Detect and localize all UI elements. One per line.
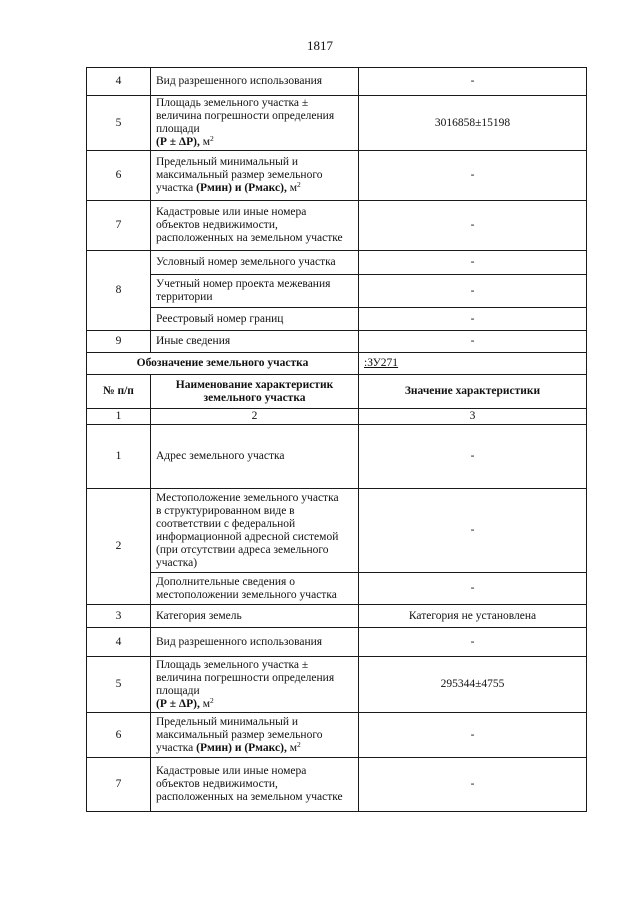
characteristic-name xyxy=(151,713,359,758)
name-line: Категория земель xyxy=(156,609,242,622)
table-row xyxy=(87,151,587,201)
characteristic-name xyxy=(151,275,359,308)
unit-exponent: 2 xyxy=(296,739,301,749)
formula: (Р ± ΔР), xyxy=(156,136,200,148)
characteristic-value: - xyxy=(359,425,587,489)
table-row xyxy=(87,657,587,713)
characteristic-value: Категория не установлена xyxy=(359,605,587,628)
characteristic-value: - xyxy=(359,758,587,812)
characteristic-value: 3016858±15198 xyxy=(359,96,587,151)
name-line: в структурированном виде в xyxy=(156,504,295,517)
designation-row xyxy=(87,353,587,375)
characteristic-value: - xyxy=(359,68,587,96)
name-line: Местоположение земельного участка xyxy=(156,491,339,504)
unit-exponent: 2 xyxy=(210,695,214,705)
column-number: 3 xyxy=(359,409,587,425)
characteristic-value: - xyxy=(359,489,587,573)
name-line: Адрес земельного участка xyxy=(156,450,285,462)
name-line: местоположении земельного участка xyxy=(156,588,337,601)
header-row xyxy=(87,375,587,409)
name-line: Кадастровые или иные номера xyxy=(156,765,307,777)
name-line: Вид разрешенного использования xyxy=(156,635,323,648)
table-row xyxy=(87,308,587,331)
name-line: расположенных на земельном участке xyxy=(156,232,343,244)
name-line: Вид разрешенного использования xyxy=(156,75,323,87)
row-number: 1 xyxy=(87,425,151,489)
name-line: Предельный минимальный и xyxy=(156,156,299,168)
name-line: Реестровый номер границ xyxy=(156,312,284,325)
name-line: Учетный номер проекта межевания xyxy=(156,278,331,290)
table-row xyxy=(87,628,587,657)
characteristic-name xyxy=(151,489,359,573)
table-row xyxy=(87,96,587,151)
characteristic-value: - xyxy=(359,573,587,605)
column-number-row xyxy=(87,409,587,425)
characteristic-name xyxy=(151,308,359,331)
characteristic-name xyxy=(151,758,359,812)
column-number: 2 xyxy=(151,409,359,425)
characteristic-value: - xyxy=(359,308,587,331)
table-row xyxy=(87,251,587,275)
land-plot-table xyxy=(86,67,587,812)
column-header-number: № п/п xyxy=(87,375,151,409)
name-line: величина погрешности определения xyxy=(156,110,335,122)
formula: (Р ± ΔР), xyxy=(156,697,200,710)
header-line: Наименование характеристик xyxy=(175,378,334,391)
table-row xyxy=(87,605,587,628)
name-line: величина погрешности определения xyxy=(156,671,335,684)
characteristic-value: - xyxy=(359,713,587,758)
name-line: максимальный размер земельного xyxy=(156,728,323,741)
name-line: Кадастровые или иные номера xyxy=(156,206,307,218)
characteristic-value: 295344±4755 xyxy=(359,657,587,713)
unit: м xyxy=(199,697,211,710)
name-line: максимальный размер земельного xyxy=(156,169,323,181)
characteristic-name xyxy=(151,657,359,713)
name-line: Дополнительные сведения о xyxy=(156,575,295,588)
row-number: 6 xyxy=(87,151,151,201)
characteristic-value: - xyxy=(359,151,587,201)
unit: м xyxy=(286,741,297,754)
name-line: соответствии с федеральной xyxy=(156,517,296,530)
row-number: 4 xyxy=(87,628,151,657)
header-line: земельного участка xyxy=(203,391,306,404)
characteristic-name xyxy=(151,96,359,151)
name-line: участка) xyxy=(156,556,198,569)
characteristic-name xyxy=(151,628,359,657)
designation-label: Обозначение земельного участка xyxy=(87,353,359,375)
row-number: 3 xyxy=(87,605,151,628)
unit: м xyxy=(286,182,297,194)
name-line: расположенных на земельном участке xyxy=(156,791,343,803)
characteristic-value: - xyxy=(359,331,587,353)
unit-exponent: 2 xyxy=(296,180,301,189)
characteristic-name xyxy=(151,68,359,96)
table-row xyxy=(87,758,587,812)
name-line: информационной адресной системой xyxy=(156,530,339,543)
row-number: 9 xyxy=(87,331,151,353)
table-row xyxy=(87,425,587,489)
name-line: объектов недвижимости, xyxy=(156,778,278,790)
characteristic-name xyxy=(151,331,359,353)
page-number: 1817 xyxy=(307,38,333,53)
column-header-name xyxy=(151,375,359,409)
row-number: 5 xyxy=(87,657,151,713)
plot-code: :ЗУ271 xyxy=(359,353,587,375)
characteristic-value: - xyxy=(359,251,587,275)
table-row xyxy=(87,331,587,353)
name-line: участка xyxy=(156,741,197,754)
table-row xyxy=(87,275,587,308)
name-line: Площадь земельного участка ± xyxy=(156,97,309,109)
formula: (Рмин) и (Рмакс), xyxy=(196,741,287,754)
characteristic-name xyxy=(151,151,359,201)
characteristic-name xyxy=(151,605,359,628)
name-line: (при отсутствии адреса земельного xyxy=(156,543,329,556)
row-number: 7 xyxy=(87,201,151,251)
table-row xyxy=(87,573,587,605)
row-number: 5 xyxy=(87,96,151,151)
name-line: территории xyxy=(156,291,213,303)
row-number: 7 xyxy=(87,758,151,812)
column-number: 1 xyxy=(87,409,151,425)
name-line: участка xyxy=(156,182,197,194)
table-row xyxy=(87,713,587,758)
characteristic-name xyxy=(151,425,359,489)
name-line: Условный номер земельного участка xyxy=(156,256,336,268)
name-line: Предельный минимальный и xyxy=(156,715,299,728)
column-header-value: Значение характеристики xyxy=(359,375,587,409)
name-line: площади xyxy=(156,684,200,697)
characteristic-value: - xyxy=(359,628,587,657)
name-line: объектов недвижимости, xyxy=(156,219,278,231)
row-number: 2 xyxy=(87,489,151,605)
characteristic-name xyxy=(151,573,359,605)
row-number: 6 xyxy=(87,713,151,758)
name-line: Площадь земельного участка ± xyxy=(156,658,309,671)
unit-exponent: 2 xyxy=(210,134,214,143)
formula: (Рмин) и (Рмакс), xyxy=(196,182,287,194)
table-row xyxy=(87,489,587,573)
characteristic-name xyxy=(151,251,359,275)
characteristic-value: - xyxy=(359,275,587,308)
row-number: 4 xyxy=(87,68,151,96)
name-line: площади xyxy=(156,123,200,135)
characteristic-name xyxy=(151,201,359,251)
characteristic-value: - xyxy=(359,201,587,251)
name-line: Иные сведения xyxy=(156,335,231,347)
table-row xyxy=(87,68,587,96)
row-number: 8 xyxy=(87,251,151,331)
unit: м xyxy=(199,136,211,148)
table-row xyxy=(87,201,587,251)
